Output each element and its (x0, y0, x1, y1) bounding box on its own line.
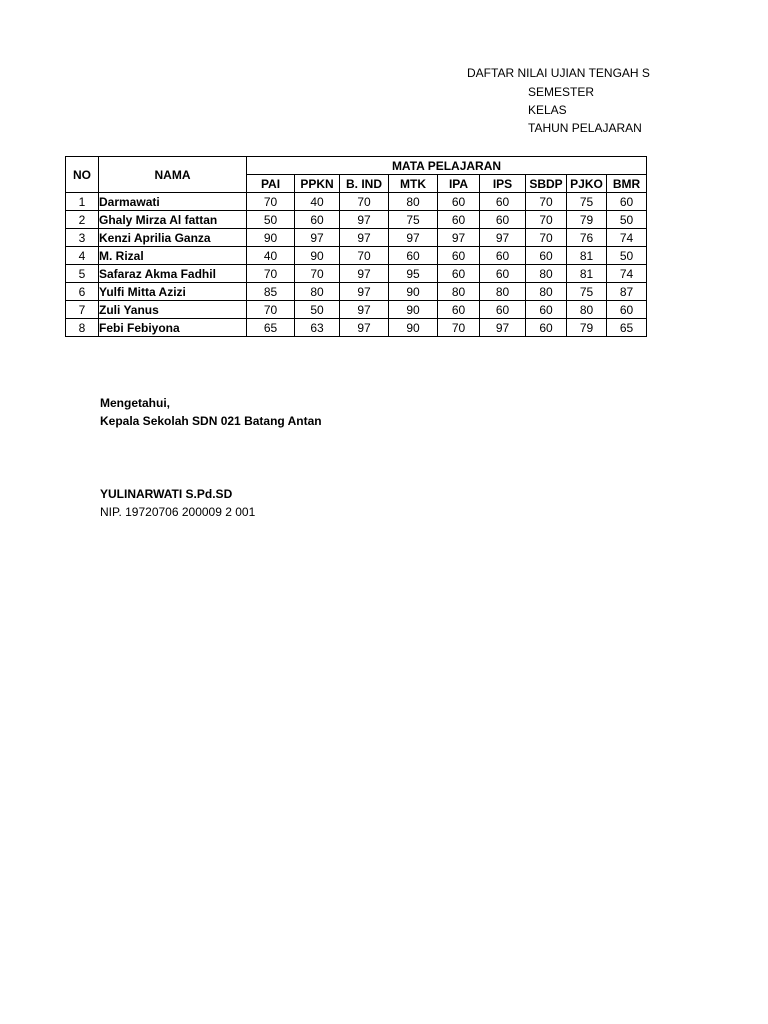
score-cell: 90 (389, 283, 438, 301)
score-cell: 75 (567, 193, 607, 211)
score-cell: 40 (247, 247, 295, 265)
score-cell: 97 (340, 211, 389, 229)
score-cell: 97 (340, 265, 389, 283)
subject-header: BMR (607, 175, 647, 193)
score-cell: 70 (526, 211, 567, 229)
table-header-row (66, 157, 647, 175)
score-cell: 80 (295, 283, 340, 301)
row-number: 4 (66, 247, 99, 265)
score-cell: 97 (340, 283, 389, 301)
table-row (66, 211, 647, 229)
signer-nip: NIP. 19720706 200009 2 001 (100, 505, 256, 519)
subject-header: PAI (247, 175, 295, 193)
semester-label: SEMESTER (528, 85, 595, 99)
score-cell: 80 (526, 265, 567, 283)
table-row (66, 247, 647, 265)
headmaster-title: Kepala Sekolah SDN 021 Batang Antan (100, 414, 322, 428)
score-cell: 60 (480, 193, 526, 211)
table-row (66, 283, 647, 301)
score-cell: 60 (526, 247, 567, 265)
score-cell: 81 (567, 265, 607, 283)
tahun-pelajaran-label: TAHUN PELAJARAN (528, 121, 642, 135)
score-cell: 60 (526, 301, 567, 319)
subject-header: IPA (438, 175, 480, 193)
score-cell: 97 (340, 319, 389, 337)
student-name: Febi Febiyona (99, 319, 247, 337)
row-number: 7 (66, 301, 99, 319)
score-cell: 60 (295, 211, 340, 229)
score-cell: 65 (247, 319, 295, 337)
score-cell: 75 (389, 211, 438, 229)
score-cell: 60 (480, 301, 526, 319)
subject-header: PJKO (567, 175, 607, 193)
grades-body (66, 193, 647, 337)
column-group-mata-pelajaran: MATA PELAJARAN (247, 157, 647, 175)
student-name: Darmawati (99, 193, 247, 211)
score-cell: 90 (389, 319, 438, 337)
student-name: Safaraz Akma Fadhil (99, 265, 247, 283)
document-title: DAFTAR NILAI UJIAN TENGAH S (467, 66, 650, 80)
subject-header: MTK (389, 175, 438, 193)
student-name: M. Rizal (99, 247, 247, 265)
score-cell: 97 (480, 319, 526, 337)
column-header-no: NO (66, 157, 99, 193)
score-cell: 97 (340, 301, 389, 319)
score-cell: 70 (247, 265, 295, 283)
table-row (66, 229, 647, 247)
score-cell: 63 (295, 319, 340, 337)
score-cell: 60 (607, 301, 647, 319)
score-cell: 50 (247, 211, 295, 229)
score-cell: 90 (295, 247, 340, 265)
score-cell: 60 (389, 247, 438, 265)
score-cell: 79 (567, 211, 607, 229)
score-cell: 97 (340, 229, 389, 247)
table-row (66, 265, 647, 283)
score-cell: 70 (247, 301, 295, 319)
score-cell: 97 (389, 229, 438, 247)
score-cell: 70 (340, 193, 389, 211)
score-cell: 60 (438, 211, 480, 229)
column-header-nama: NAMA (99, 157, 247, 193)
score-cell: 50 (295, 301, 340, 319)
score-cell: 80 (526, 283, 567, 301)
row-number: 3 (66, 229, 99, 247)
score-cell: 60 (438, 301, 480, 319)
score-cell: 50 (607, 211, 647, 229)
grades-table (65, 156, 647, 337)
score-cell: 70 (526, 229, 567, 247)
table-row (66, 319, 647, 337)
score-cell: 80 (480, 283, 526, 301)
row-number: 2 (66, 211, 99, 229)
score-cell: 70 (340, 247, 389, 265)
score-cell: 74 (607, 265, 647, 283)
score-cell: 80 (567, 301, 607, 319)
score-cell: 85 (247, 283, 295, 301)
score-cell: 81 (567, 247, 607, 265)
row-number: 5 (66, 265, 99, 283)
score-cell: 97 (295, 229, 340, 247)
table-row (66, 301, 647, 319)
subject-header: SBDP (526, 175, 567, 193)
score-cell: 97 (480, 229, 526, 247)
student-name: Kenzi Aprilia Ganza (99, 229, 247, 247)
student-name: Ghaly Mirza Al fattan (99, 211, 247, 229)
row-number: 6 (66, 283, 99, 301)
score-cell: 60 (480, 265, 526, 283)
subject-header: B. IND (340, 175, 389, 193)
score-cell: 79 (567, 319, 607, 337)
score-cell: 75 (567, 283, 607, 301)
score-cell: 60 (526, 319, 567, 337)
row-number: 1 (66, 193, 99, 211)
score-cell: 60 (480, 211, 526, 229)
score-cell: 87 (607, 283, 647, 301)
student-name: Yulfi Mitta Azizi (99, 283, 247, 301)
score-cell: 60 (438, 193, 480, 211)
subject-header: PPKN (295, 175, 340, 193)
score-cell: 74 (607, 229, 647, 247)
score-cell: 90 (389, 301, 438, 319)
score-cell: 60 (438, 265, 480, 283)
score-cell: 60 (480, 247, 526, 265)
score-cell: 70 (295, 265, 340, 283)
score-cell: 80 (438, 283, 480, 301)
score-cell: 60 (607, 193, 647, 211)
score-cell: 80 (389, 193, 438, 211)
score-cell: 65 (607, 319, 647, 337)
score-cell: 95 (389, 265, 438, 283)
score-cell: 60 (438, 247, 480, 265)
score-cell: 50 (607, 247, 647, 265)
score-cell: 70 (526, 193, 567, 211)
score-cell: 70 (247, 193, 295, 211)
score-cell: 97 (438, 229, 480, 247)
student-name: Zuli Yanus (99, 301, 247, 319)
kelas-label: KELAS (528, 103, 567, 117)
signer-name: YULINARWATI S.Pd.SD (100, 487, 233, 501)
score-cell: 76 (567, 229, 607, 247)
table-row (66, 193, 647, 211)
score-cell: 40 (295, 193, 340, 211)
score-cell: 90 (247, 229, 295, 247)
subject-header: IPS (480, 175, 526, 193)
mengetahui-label: Mengetahui, (100, 396, 171, 410)
score-cell: 70 (438, 319, 480, 337)
row-number: 8 (66, 319, 99, 337)
